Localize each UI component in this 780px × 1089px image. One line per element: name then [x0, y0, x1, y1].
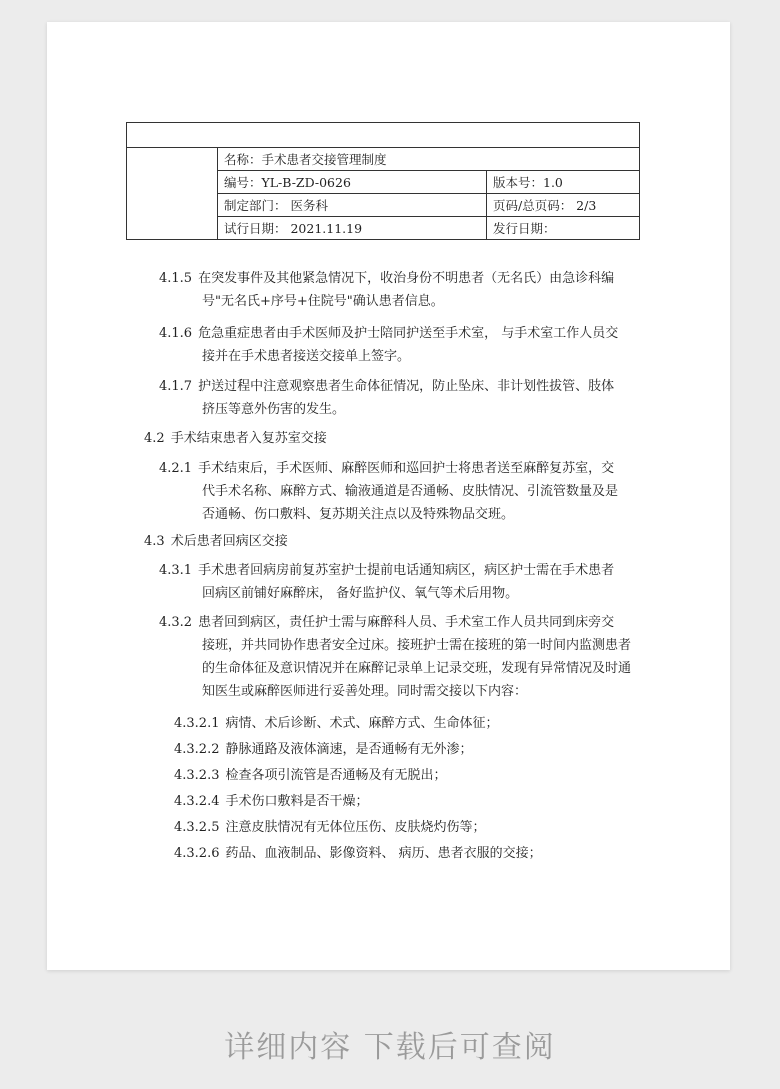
item-4-3-2-3 — [174, 764, 447, 787]
item-number: 4.3.2.3 — [174, 768, 220, 783]
clause-text: 手术患者回病房前复苏室护士提前电话通知病区，病区护士需在手术患者 — [198, 563, 615, 578]
item-text: 静脉通路及液体滴速，是否通畅有无外渗； — [225, 742, 473, 757]
doc-department: 制定部门： 医务科 — [218, 194, 487, 217]
clause-text: 挤压等意外伤害的发生。 — [202, 402, 346, 417]
clause-text: 护送过程中注意观察患者生命体征情况，防止坠床、非计划性拔管、肢体 — [198, 379, 615, 394]
clause-number: 4.1.5 — [159, 271, 193, 286]
paragraph-4-1-7 — [159, 375, 614, 398]
item-number: 4.3.2.2 — [174, 742, 220, 757]
paragraph-4-2-1 — [159, 457, 614, 480]
header-logo-cell — [127, 148, 218, 240]
paragraph-4-2-1-cont2 — [202, 503, 514, 526]
download-hint-text: 详细内容 下载后可查阅 — [224, 1030, 556, 1065]
paragraph-4-3-1 — [159, 559, 614, 582]
item-number: 4.3.2.1 — [174, 716, 220, 731]
clause-text: 患者回到病区，责任护士需与麻醉科人员、手术室工作人员共同到床旁交 — [198, 615, 615, 630]
paragraph-4-1-6 — [159, 322, 618, 345]
item-4-3-2-2 — [174, 738, 473, 761]
paragraph-4-1-6-cont — [202, 345, 410, 368]
section-title: 手术结束患者入复苏室交接 — [170, 431, 327, 446]
paragraph-4-1-7-cont — [202, 398, 345, 421]
paragraph-4-3-1-cont — [202, 582, 518, 605]
clause-text: 手术结束后，手术医师、麻醉医师和巡回护士将患者送至麻醉复苏室，交 — [198, 461, 615, 476]
section-heading-4-2 — [144, 427, 327, 450]
paragraph-4-3-2 — [159, 611, 614, 634]
doc-version: 版本号：1.0 — [487, 171, 640, 194]
document-header-table — [126, 122, 640, 240]
section-heading-4-3 — [144, 530, 288, 553]
paragraph-4-3-2-cont2 — [202, 657, 631, 680]
clause-text: 回病区前铺好麻醉床， 备好监护仪、氧气等术后用物。 — [202, 586, 519, 601]
doc-issue-date: 发行日期： — [487, 217, 640, 240]
doc-trial-date: 试行日期： 2021.11.19 — [218, 217, 487, 240]
clause-text: 代手术名称、麻醉方式、输液通道是否通畅、皮肤情况、引流管数量及是 — [202, 484, 619, 499]
document-page — [47, 22, 730, 970]
clause-number: 4.3.2 — [159, 615, 193, 630]
paragraph-4-3-2-cont1 — [202, 634, 631, 657]
paragraph-4-1-5 — [159, 267, 614, 290]
clause-text: 在突发事件及其他紧急情况下，收治身份不明患者（无名氏）由急诊科编 — [198, 271, 615, 286]
doc-name: 名称：手术患者交接管理制度 — [218, 148, 640, 171]
doc-number: 编号：YL-B-ZD-0626 — [218, 171, 487, 194]
clause-text: 的生命体征及意识情况并在麻醉记录单上记录交班，发现有异常情况及时通 — [202, 661, 632, 676]
clause-text: 号"无名氏+序号+住院号"确认患者信息。 — [202, 294, 444, 309]
section-title: 术后患者回病区交接 — [170, 534, 288, 549]
item-number: 4.3.2.5 — [174, 820, 220, 835]
item-text: 药品、血液制品、影像资料、 病历、患者衣服的交接； — [225, 846, 542, 861]
header-blank-row — [127, 123, 640, 148]
clause-number: 4.3.1 — [159, 563, 193, 578]
item-4-3-2-4 — [174, 790, 369, 813]
clause-text: 接班，并共同协作患者安全过床。接班护士需在接班的第一时间内监测患者 — [202, 638, 632, 653]
clause-number: 4.2.1 — [159, 461, 193, 476]
paragraph-4-1-5-cont — [202, 290, 444, 313]
clause-text: 危急重症患者由手术医师及护士陪同护送至手术室， 与手术室工作人员交 — [198, 326, 619, 341]
clause-number: 4.1.6 — [159, 326, 193, 341]
item-text: 检查各项引流管是否通畅及有无脱出； — [225, 768, 447, 783]
item-4-3-2-6 — [174, 842, 542, 865]
item-4-3-2-1 — [174, 712, 499, 735]
item-text: 注意皮肤情况有无体位压伤、皮肤烧灼伤等； — [225, 820, 486, 835]
clause-text: 否通畅、伤口敷料、复苏期关注点以及特殊物品交班。 — [202, 507, 515, 522]
clause-number: 4.1.7 — [159, 379, 193, 394]
section-number: 4.3 — [144, 534, 165, 549]
item-text: 病情、术后诊断、术式、麻醉方式、生命体征； — [225, 716, 499, 731]
clause-text: 接并在手术患者接送交接单上签字。 — [202, 349, 411, 364]
item-number: 4.3.2.6 — [174, 846, 220, 861]
paragraph-4-3-2-cont3 — [202, 680, 527, 703]
item-number: 4.3.2.4 — [174, 794, 220, 809]
section-number: 4.2 — [144, 431, 165, 446]
paragraph-4-2-1-cont1 — [202, 480, 618, 503]
clause-text: 知医生或麻醉医师进行妥善处理。同时需交接以下内容： — [202, 684, 528, 699]
doc-page: 页码/总页码： 2/3 — [487, 194, 640, 217]
item-4-3-2-5 — [174, 816, 486, 839]
item-text: 手术伤口敷料是否干燥； — [225, 794, 369, 809]
